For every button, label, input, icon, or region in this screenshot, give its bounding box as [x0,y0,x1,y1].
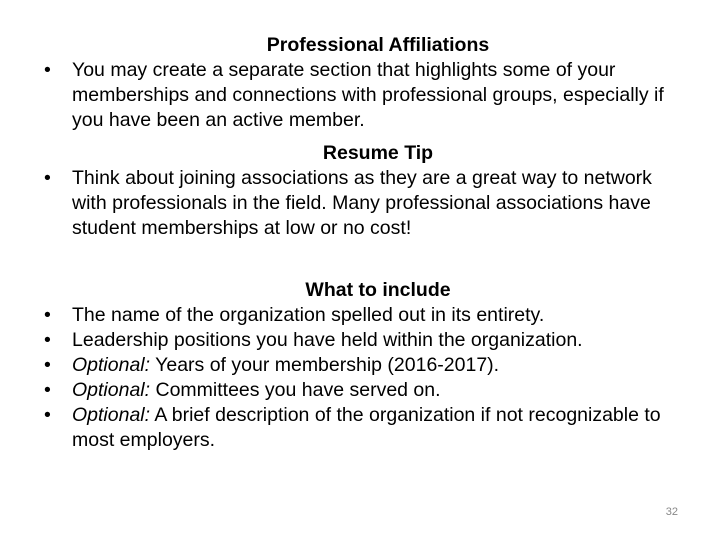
list-item [44,378,684,403]
list-item-text: Think about joining associations as they are a great way to network with professionals in the field. Many professional associations have student memberships at low or no cost! [72,167,652,239]
section-resume-tip [44,141,684,241]
list-item [44,166,684,241]
section-professional-affiliations [44,33,684,133]
bullet-icon: • [44,404,51,426]
optional-label: Optional: [72,379,151,401]
optional-label: Optional: [72,354,151,376]
bullet-icon: • [44,59,51,81]
list-item-text: The name of the organization spelled out in its entirety. [72,304,545,326]
page-number: 32 [665,506,678,518]
list-item-text: You may create a separate section that highlights some of your memberships and connections with professional groups, especially if you have been an active member. [72,59,664,131]
bullet-icon: • [44,304,51,326]
bullet-icon: • [44,354,51,376]
list-item-text: Leadership positions you have held within the organization. [72,329,583,351]
section-heading: Professional Affiliations [266,34,490,56]
optional-label: Optional: [72,404,151,426]
section-heading: Resume Tip [322,142,434,164]
list-item [44,403,684,453]
list-item [44,58,684,133]
list-item [44,303,684,328]
list-item-text: Committees you have served on. [150,379,441,401]
bullet-icon: • [44,329,51,351]
section-heading: What to include [305,279,451,301]
list-item-text: Years of your membership (2016-2017). [150,354,500,376]
section-what-to-include [44,278,684,453]
list-item [44,353,684,378]
bullet-icon: • [44,167,51,189]
bullet-icon: • [44,379,51,401]
list-item [44,328,684,353]
list-item-text: A brief description of the organization if not recognizable to most employers. [72,404,661,451]
